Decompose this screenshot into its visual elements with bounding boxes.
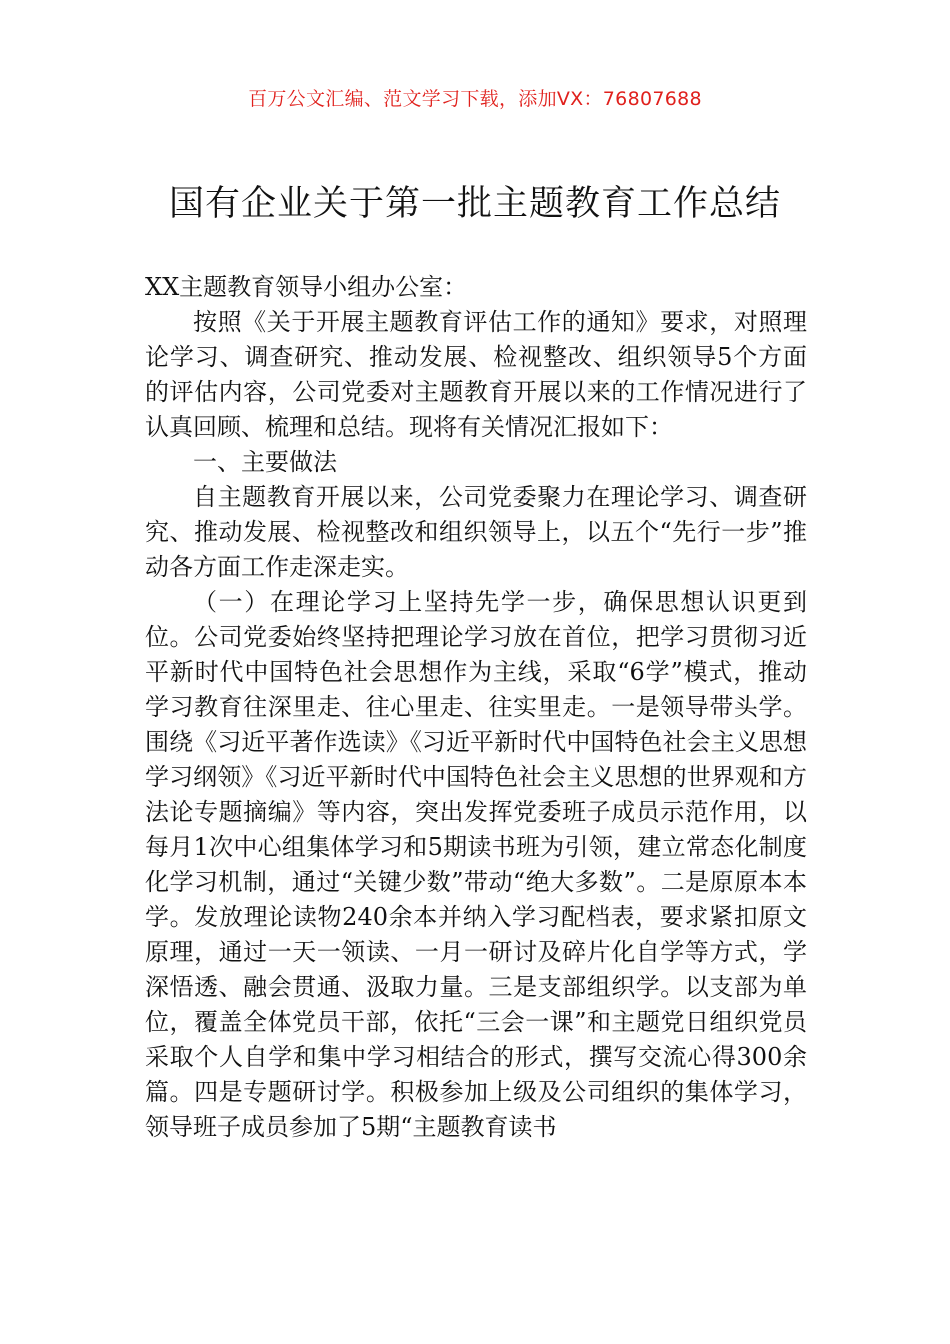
document-body xyxy=(145,270,807,1145)
theory-study-paragraph: （一）在理论学习上坚持先学一步，确保思想认识更到位。公司党委始终坚持把理论学习放在首位，把学习贯彻习近平新时代中国特色社会思想作为主线，采取“6学”模式，推动学习教育往深里走、往心里走、往实里走。一是领导带头学。围绕《习近平著作选读》《习近平新时代中国特色社会主义思想学习纲领》《习近平新时代中国特色社会主义思想的世界观和方法论专题摘编》等内容，突出发挥党委班子成员示范作用，以每月1次中心组集体学习和5期读书班为引领，建立常态化制度化学习机制，通过“关键少数”带动“绝大多数”。二是原原本本学。发放理论读物240余本并纳入学习配档表，要求紧扣原文原理，通过一天一领读、一月一研讨及碎片化自学等方式，学深悟透、融会贯通、汲取力量。三是支部组织学。以支部为单位，覆盖全体党员干部，依托“三会一课”和主题党日组织党员采取个人自学和集中学习相结合的形式，撰写交流心得300余篇。四是专题研讨学。积极参加上级及公司组织的集体学习，领导班子成员参加了5期“主题教育读书 xyxy=(145,588,807,1141)
section-heading-main-practices: 一、主要做法 xyxy=(193,448,337,476)
download-notice: 百万公文汇编、范文学习下载，添加VX：76807688 xyxy=(248,88,702,110)
salutation: XX主题教育领导小组办公室： xyxy=(145,273,468,301)
document-title: 国有企业关于第一批主题教育工作总结 xyxy=(168,184,781,224)
overview-paragraph: 自主题教育开展以来，公司党委聚力在理论学习、调查研究、推动发展、检视整改和组织领导上，以五个“先行一步”推动各方面工作走深走实。 xyxy=(145,483,807,581)
intro-paragraph: 按照《关于开展主题教育评估工作的通知》要求，对照理论学习、调查研究、推动发展、检视整改、组织领导5个方面的评估内容，公司党委对主题教育开展以来的工作情况进行了认真回顾、梳理和总结。现将有关情况汇报如下： xyxy=(145,308,807,441)
